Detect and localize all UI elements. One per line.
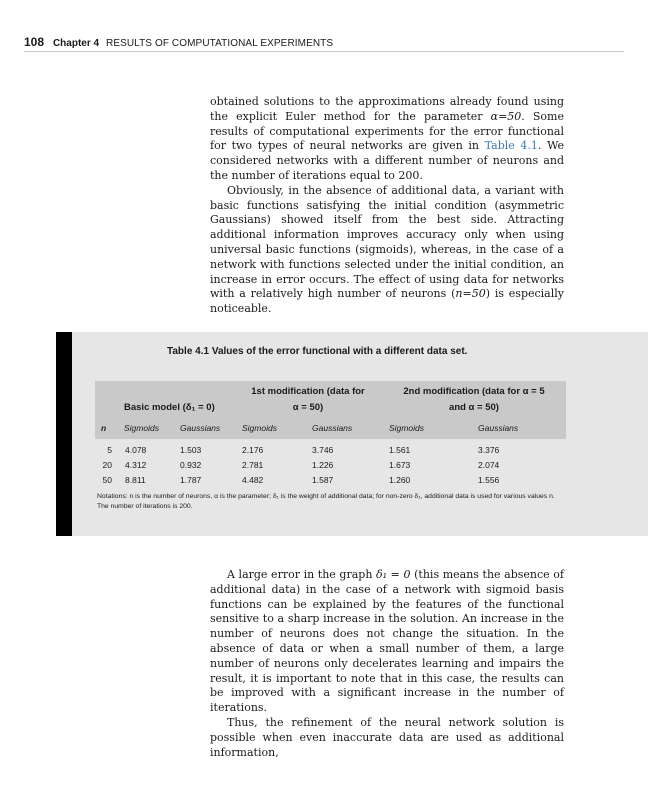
cell-r1-c6: 3.376 <box>478 445 500 455</box>
cell-r2-c6: 2.074 <box>478 460 500 470</box>
cell-r1-c3: 2.176 <box>242 445 264 455</box>
subheader-sigmoids-2nd: Sigmoids <box>389 423 424 433</box>
cell-r2-c3: 2.781 <box>242 460 264 470</box>
paragraph-4: Thus, the refinement of the neural network solution is possible when even inaccurate data are used as additional information, <box>210 715 564 759</box>
subheader-gaussians-2nd: Gaussians <box>478 423 519 433</box>
header-1st-mod-line1: 1st modification (data for <box>251 386 365 397</box>
paragraph-3: A large error in the graph δ₁ = 0 (this means the absence of additional data) in the case of a network with sigmoid basis functions can be explained by the features of the functional sensitive to a sharp increase in the solution. An increase in the number of neurons does not change the situation. In the absence of data or when a small number of them, a large number of neurons only decelerates learning and impairs the result, it is important to note that in this case, the results can be improved with a significant increase in the number of iterations. <box>210 568 564 715</box>
header-2nd-mod-line2: and α = 50) <box>449 402 499 413</box>
cell-r3-c5: 1.260 <box>389 475 411 485</box>
header-2nd-mod-line1: 2nd modification (data for α = 5 <box>403 386 545 397</box>
table-caption: Table 4.1 Values of the error functional with a different data set. <box>167 346 468 357</box>
cell-r3-c2: 1.787 <box>180 475 202 485</box>
delta-equation: δ₁ = 0 <box>376 568 411 581</box>
subheader-n: n <box>101 423 107 433</box>
cell-r2-n: 20 <box>102 460 112 470</box>
header-basic-model: Basic model (δ₁ = 0) <box>124 402 215 413</box>
cell-r3-c6: 1.556 <box>478 475 500 485</box>
page-number: 108 <box>24 35 45 49</box>
chapter-label: Chapter 4 <box>52 38 100 49</box>
cell-r3-c1: 8.811 <box>125 475 146 485</box>
cell-r1-c2: 1.503 <box>180 445 202 455</box>
body-text-bottom <box>210 568 564 760</box>
cell-r2-c5: 1.673 <box>389 460 411 470</box>
cell-r3-n: 50 <box>102 475 112 485</box>
cell-r1-c1: 4.078 <box>125 445 147 455</box>
header-1st-mod-line2: α = 50) <box>292 402 324 413</box>
running-header <box>24 35 333 49</box>
table-link[interactable]: Table 4.1 <box>484 139 538 153</box>
n-equation: n=50 <box>455 287 486 301</box>
table-notes: Notations: n is the number of neurons, α is the parameter; δ₁ is the weight of additional data; for non-zero δ₁, additional data is used for various values n. The number of iterations is 200. <box>97 493 555 510</box>
header-rule <box>24 51 624 52</box>
cell-r1-n: 5 <box>107 445 112 455</box>
cell-r3-c4: 1.587 <box>312 475 334 485</box>
subheader-sigmoids-1st: Sigmoids <box>242 423 277 433</box>
table-side-bar <box>56 332 72 536</box>
cell-r3-c3: 4.482 <box>242 475 264 485</box>
paragraph-1: obtained solutions to the approximations already found using the explicit Euler method for the parameter α=50. Some results of computational experiments for the error functional for two types of neural networks are given in Table 4.1. We considered networks with a different number of neurons and the number of iterations equal to 200. <box>210 95 564 182</box>
paragraph-2: Obviously, in the absence of additional data, a variant with basic functions satisfying the initial condition (asymmetric Gaussians) showed itself from the best side. Attracting additional information improves accuracy only when using universal basic functions (sigmoids), whereas, in the case of a network with functions selected under the initial condition, an increase in error occurs. The effect of using data for networks with a relatively high number of neurons (n=50) is especially noticeable. <box>210 183 564 316</box>
alpha-equation: α=50 <box>490 109 522 123</box>
subheader-gaussians-basic: Gaussians <box>180 423 221 433</box>
cell-r1-c5: 1.561 <box>389 445 411 455</box>
cell-r2-c2: 0.932 <box>180 460 202 470</box>
cell-r1-c4: 3.746 <box>312 445 334 455</box>
body-text-top <box>210 95 564 317</box>
subheader-sigmoids-basic: Sigmoids <box>124 423 159 433</box>
subheader-gaussians-1st: Gaussians <box>312 423 353 433</box>
cell-r2-c1: 4.312 <box>125 460 147 470</box>
cell-r2-c4: 1.226 <box>312 460 334 470</box>
section-title: RESULTS OF COMPUTATIONAL EXPERIMENTS <box>106 38 334 49</box>
